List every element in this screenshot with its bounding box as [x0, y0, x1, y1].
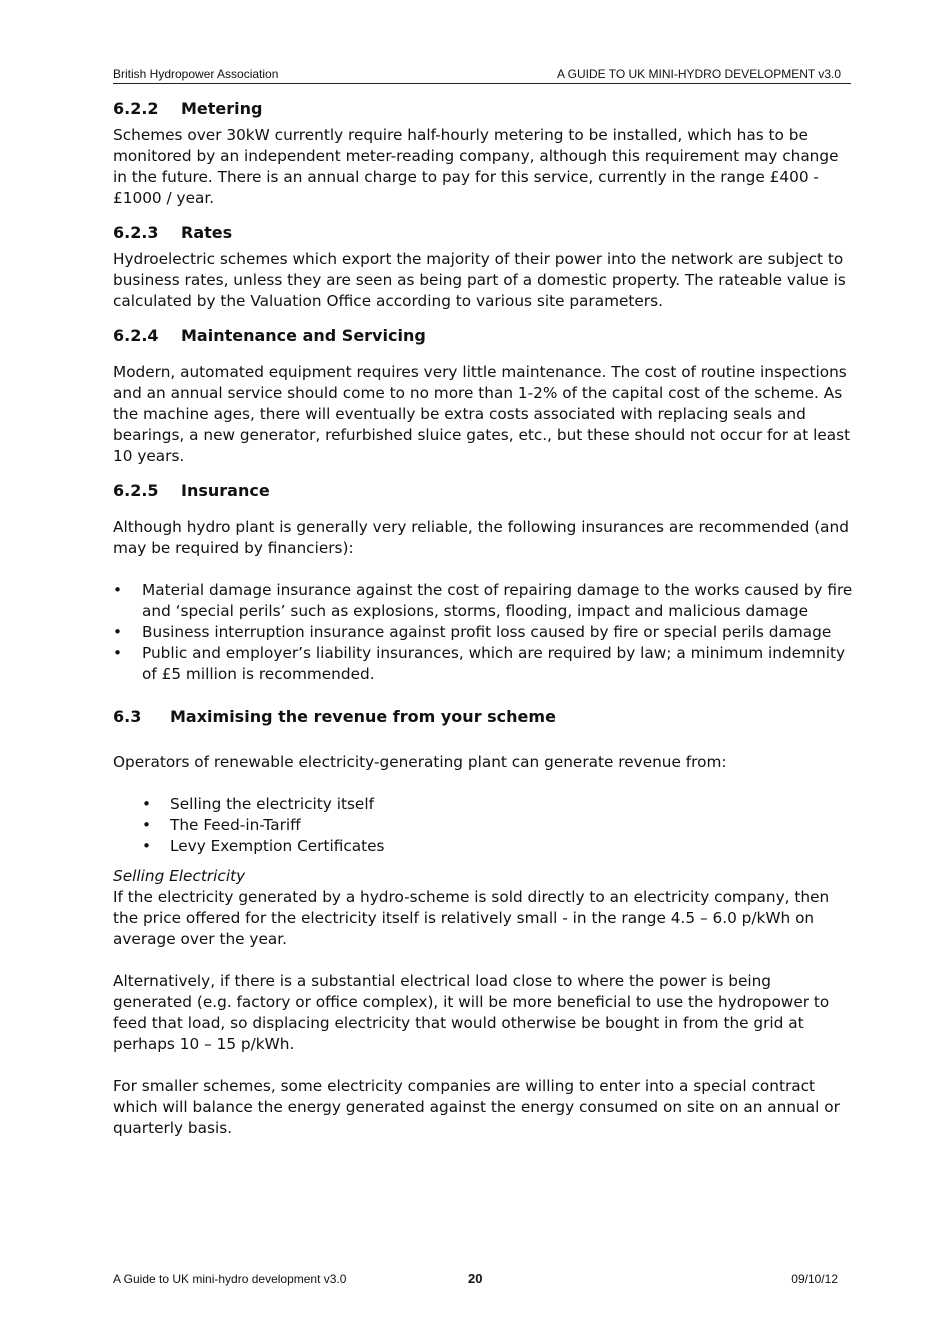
maintenance-paragraph: Modern, automated equipment requires very little maintenance. The cost of routine inspections and an annual service should come to no more than 1-2% of the capital cost of the scheme. As the machine ages, there will eventually be extra costs associated with replacing seals and bearings, a new generator, refurbished sluice gates, etc., but these should not occur for at least 10 years. [113, 363, 851, 465]
section-heading-revenue [113, 706, 853, 728]
bullet-icon: • [113, 644, 123, 662]
metering-paragraph: Schemes over 30kW currently require half-hourly metering to be installed, which has to be monitored by an independent meter-reading company, although this requirement may change in the future. There is an annual charge to pay for this service, currently in the range £400 - £1000 / year. [113, 126, 839, 207]
list-item: • Business interruption insurance against profit loss caused by fire or special perils damage [113, 623, 832, 641]
section-number: 6.2.5 [113, 481, 159, 500]
insurance-list [113, 580, 853, 685]
section-heading-insurance [113, 480, 853, 502]
section-title: Insurance [181, 481, 270, 500]
selling-paragraph-3: For smaller schemes, some electricity companies are willing to enter into a special contract which will balance the energy generated against the energy consumed on site on an annual or quarterly basis. [113, 1077, 840, 1137]
section-heading-rates [113, 222, 853, 244]
section-title: Rates [181, 223, 233, 242]
page-number: 20 [468, 1271, 483, 1286]
list-item: • Material damage insurance against the cost of repairing damage to the works caused by fire and ‘special perils’ such as explosions, storms, flooding, impact and malicious damage [113, 581, 853, 620]
list-item: • Public and employer’s liability insurances, which are required by law; a minimum indemnity of £5 million is recommended. [113, 644, 845, 683]
bullet-icon: • [113, 581, 123, 599]
list-item: • Levy Exemption Certificates [142, 837, 385, 855]
section-number: 6.2.4 [113, 326, 159, 345]
section-number: 6.2.2 [113, 99, 159, 118]
selling-paragraph-2: Alternatively, if there is a substantial electrical load close to where the power is being generated (e.g. factory or office complex), it will be more beneficial to use the hydropower to feed that load, so displacing electricity that would otherwise be bought in from the grid at perhaps 10 – 15 p/kWh. [113, 972, 830, 1053]
subheading-selling-electricity: Selling Electricity [113, 867, 246, 885]
list-item: • Selling the electricity itself [142, 795, 374, 813]
section-heading-metering [113, 98, 853, 120]
page-header [113, 67, 851, 84]
rates-paragraph: Hydroelectric schemes which export the majority of their power into the network are subject to business rates, unless they are seen as being part of a domestic property. The rateable value is calculated by the Valuation Office according to various site parameters. [113, 250, 846, 310]
section-title: Metering [181, 99, 263, 118]
bullet-icon: • [142, 837, 152, 855]
bullet-icon: • [142, 795, 152, 813]
revenue-intro: Operators of renewable electricity-generating plant can generate revenue from: [113, 753, 727, 771]
list-item: • The Feed-in-Tariff [142, 816, 301, 834]
insurance-intro: Although hydro plant is generally very reliable, the following insurances are recommended (and may be required by financiers): [113, 518, 849, 557]
revenue-list [113, 794, 853, 857]
bullet-icon: • [142, 816, 152, 834]
header-organization: British Hydropower Association [113, 67, 279, 81]
header-document-title: A GUIDE TO UK MINI-HYDRO DEVELOPMENT v3.0 [556, 67, 841, 81]
footer-date: 09/10/12 [791, 1272, 838, 1286]
section-title: Maximising the revenue from your scheme [170, 707, 556, 726]
section-number: 6.3 [113, 707, 142, 726]
section-title: Maintenance and Servicing [181, 326, 426, 345]
selling-paragraph-1: If the electricity generated by a hydro-scheme is sold directly to an electricity company, then the price offered for the electricity itself is relatively small - in the range 4.5 – 6.0 p/kWh on average over the year. [113, 888, 830, 948]
section-number: 6.2.3 [113, 223, 159, 242]
page-content [113, 98, 853, 1139]
footer-document-title: A Guide to UK mini-hydro development v3.0 [113, 1272, 347, 1286]
section-heading-maintenance [113, 325, 853, 347]
bullet-icon: • [113, 623, 123, 641]
page-footer [113, 1272, 838, 1288]
